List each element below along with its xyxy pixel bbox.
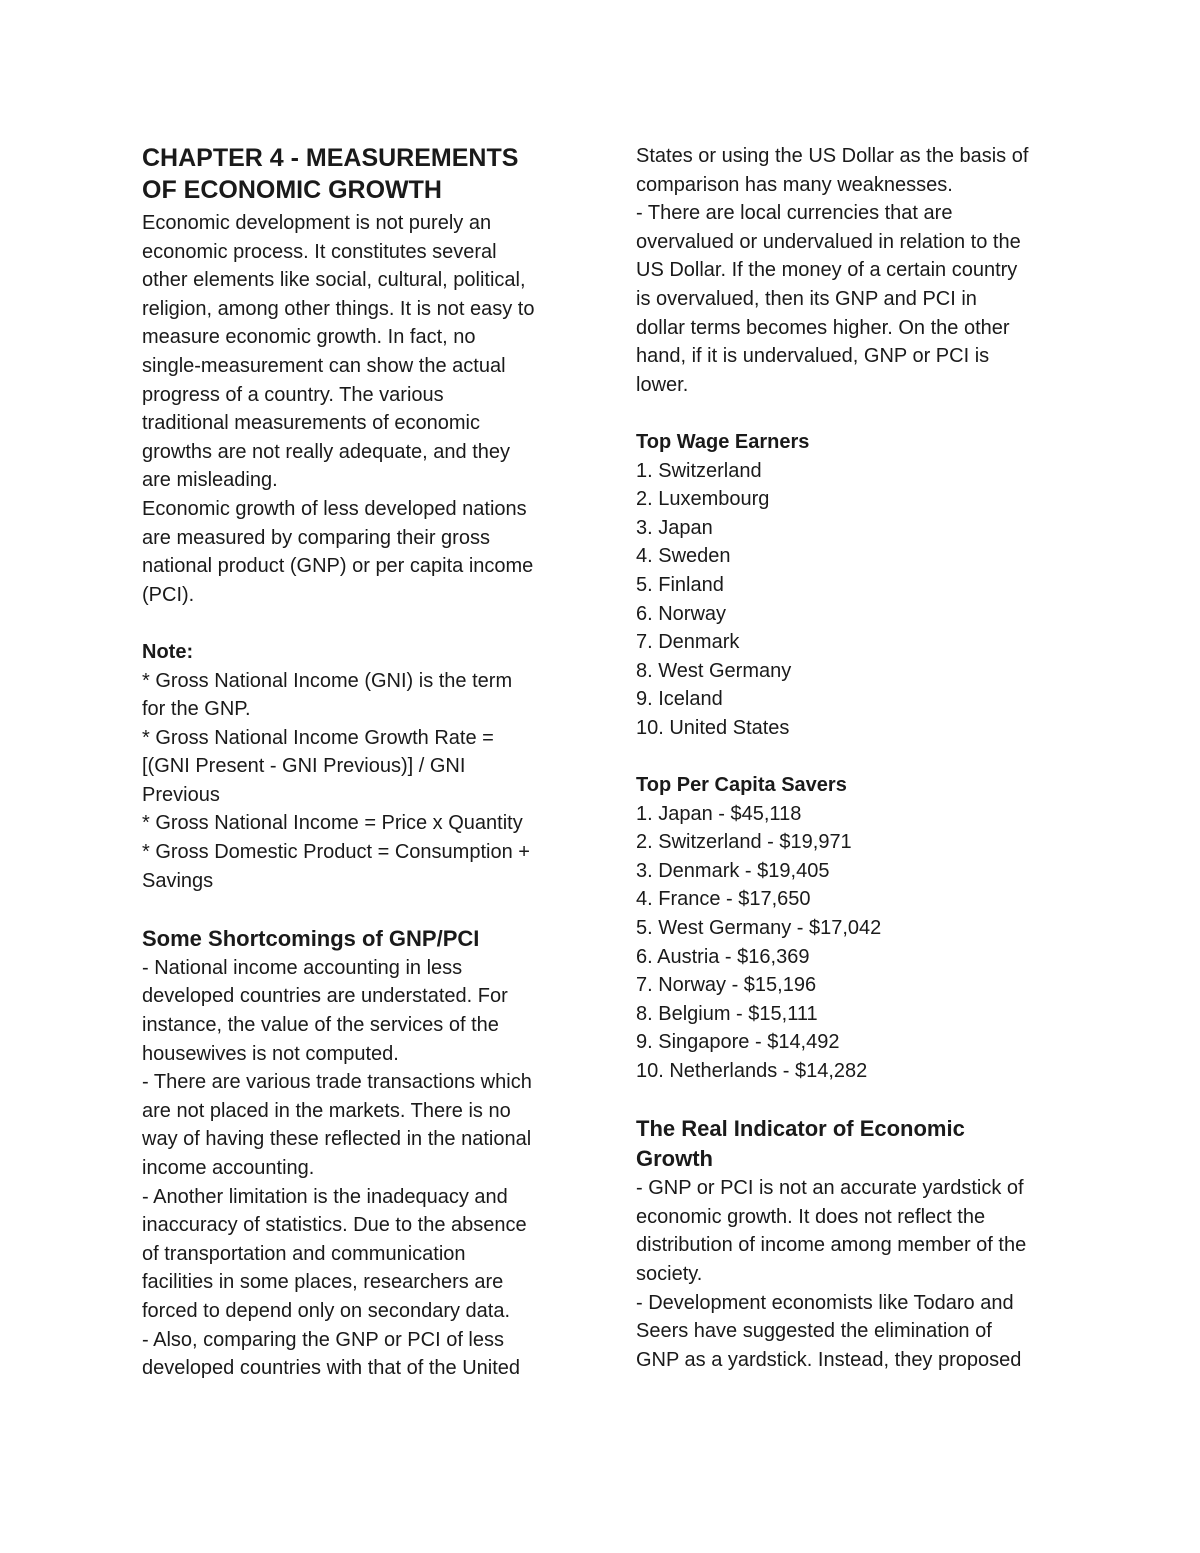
- note-line: * Gross National Income (GNI) is the term: [142, 669, 513, 692]
- text-line: - National income accounting in less: [142, 956, 463, 979]
- note-list: [142, 667, 582, 896]
- text-line: - There are various trade transactions which: [142, 1071, 532, 1094]
- list-item: 3. Denmark - $19,405: [636, 859, 830, 882]
- text-line: is overvalued, then its GNP and PCI in: [636, 287, 977, 310]
- note-line: [(GNI Present - GNI Previous)] / GNI: [142, 755, 466, 778]
- text-line: US Dollar. If the money of a certain country: [636, 259, 1018, 282]
- chapter-title: [142, 142, 582, 206]
- text-line: hand, if it is undervalued, GNP or PCI is: [636, 345, 990, 368]
- text-line: growths are not really adequate, and they: [142, 440, 511, 463]
- savers-heading: Top Per Capita Savers: [636, 774, 847, 797]
- list-item: 1. Switzerland: [636, 459, 762, 482]
- list-item: 9. Iceland: [636, 688, 723, 711]
- text-line: are not placed in the markets. There is no: [142, 1099, 511, 1122]
- text-line: measure economic growth. In fact, no: [142, 326, 476, 349]
- text-line: Economic growth of less developed nations: [142, 497, 527, 520]
- right-column: [636, 142, 1076, 1374]
- note-line: * Gross National Income = Price x Quantity: [142, 812, 523, 835]
- note-line: * Gross Domestic Product = Consumption +: [142, 841, 530, 864]
- chapter-title-line: OF ECONOMIC GROWTH: [142, 176, 442, 204]
- text-line: developed countries with that of the United: [142, 1357, 521, 1380]
- note-line: for the GNP.: [142, 698, 251, 721]
- text-line: traditional measurements of economic: [142, 412, 480, 435]
- list-item: 10. United States: [636, 716, 790, 739]
- list-item: 4. Sweden: [636, 545, 731, 568]
- text-line: of transportation and communication: [142, 1242, 466, 1265]
- text-line: economic growth. It does not reflect the: [636, 1205, 986, 1228]
- note-line: Previous: [142, 783, 220, 806]
- text-line: housewives is not computed.: [142, 1042, 399, 1065]
- text-line: economic process. It constitutes several: [142, 240, 497, 263]
- text-line: way of having these reflected in the national: [142, 1128, 532, 1151]
- note-line: * Gross National Income Growth Rate =: [142, 726, 494, 749]
- list-item: 2. Luxembourg: [636, 488, 770, 511]
- text-line: comparison has many weaknesses.: [636, 173, 953, 196]
- shortcomings-heading: Some Shortcomings of GNP/PCI: [142, 925, 480, 951]
- list-item: 6. Austria - $16,369: [636, 945, 810, 968]
- list-item: 7. Denmark: [636, 631, 740, 654]
- wage-earners-list: [636, 457, 1076, 743]
- text-line: Economic development is not purely an: [142, 212, 492, 234]
- text-line: religion, among other things. It is not easy to: [142, 297, 535, 320]
- list-item: 2. Switzerland - $19,971: [636, 831, 852, 854]
- text-line: national product (GNP) or per capita income: [142, 555, 534, 578]
- text-line: forced to depend only on secondary data.: [142, 1299, 511, 1322]
- list-item: 9. Singapore - $14,492: [636, 1031, 840, 1054]
- indicator-heading-line: Growth: [636, 1146, 713, 1172]
- text-line: other elements like social, cultural, political,: [142, 269, 526, 292]
- list-item: 10. Netherlands - $14,282: [636, 1060, 868, 1082]
- chapter-title-line: CHAPTER 4 - MEASUREMENTS: [142, 144, 519, 172]
- text-line: - There are local currencies that are: [636, 202, 953, 225]
- text-line: distribution of income among member of the: [636, 1234, 1027, 1257]
- text-line: overvalued or undervalued in relation to the: [636, 230, 1021, 253]
- list-item: 5. West Germany - $17,042: [636, 917, 882, 940]
- text-line: are misleading.: [142, 469, 278, 492]
- text-line: facilities in some places, researchers are: [142, 1271, 504, 1294]
- note-line: Savings: [142, 869, 214, 892]
- list-item: 3. Japan: [636, 516, 713, 539]
- text-line: - Another limitation is the inadequacy and: [142, 1185, 508, 1208]
- list-item: 8. West Germany: [636, 659, 792, 682]
- text-line: lower.: [636, 373, 689, 396]
- wage-earners-heading: Top Wage Earners: [636, 430, 810, 453]
- text-line: GNP as a yardstick. Instead, they proposed: [636, 1348, 1022, 1371]
- list-item: 4. France - $17,650: [636, 888, 811, 911]
- text-line: society.: [636, 1262, 703, 1285]
- text-line: progress of a country. The various: [142, 383, 444, 406]
- shortcomings-paragraph: [142, 954, 582, 1383]
- list-item: 5. Finland: [636, 573, 724, 596]
- text-line: (PCI).: [142, 583, 195, 606]
- note-heading: Note:: [142, 640, 194, 663]
- text-line: instance, the value of the services of the: [142, 1014, 499, 1037]
- list-item: 7. Norway - $15,196: [636, 974, 817, 997]
- text-line: States or using the US Dollar as the basis of: [636, 145, 1029, 167]
- continuation-paragraph: [636, 142, 1076, 399]
- intro-paragraph: [142, 209, 582, 609]
- indicator-heading: [636, 1114, 1076, 1174]
- list-item: 8. Belgium - $15,111: [636, 1002, 818, 1025]
- text-line: - GNP or PCI is not an accurate yardstick of: [636, 1177, 1024, 1200]
- left-column: [142, 142, 582, 1383]
- text-line: are measured by comparing their gross: [142, 526, 490, 549]
- text-line: - Also, comparing the GNP or PCI of less: [142, 1328, 505, 1351]
- savers-list: [636, 800, 1076, 1086]
- indicator-heading-line: The Real Indicator of Economic: [636, 1116, 965, 1142]
- list-item: 6. Norway: [636, 602, 727, 625]
- text-line: Seers have suggested the elimination of: [636, 1320, 992, 1343]
- text-line: inaccuracy of statistics. Due to the absence: [142, 1214, 527, 1237]
- text-line: income accounting.: [142, 1157, 315, 1179]
- text-line: single-measurement can show the actual: [142, 354, 506, 377]
- list-item: 1. Japan - $45,118: [636, 802, 802, 825]
- text-line: - Development economists like Todaro and: [636, 1291, 1014, 1314]
- text-line: developed countries are understated. For: [142, 985, 508, 1008]
- indicator-paragraph: [636, 1174, 1076, 1374]
- text-line: dollar terms becomes higher. On the other: [636, 316, 1010, 339]
